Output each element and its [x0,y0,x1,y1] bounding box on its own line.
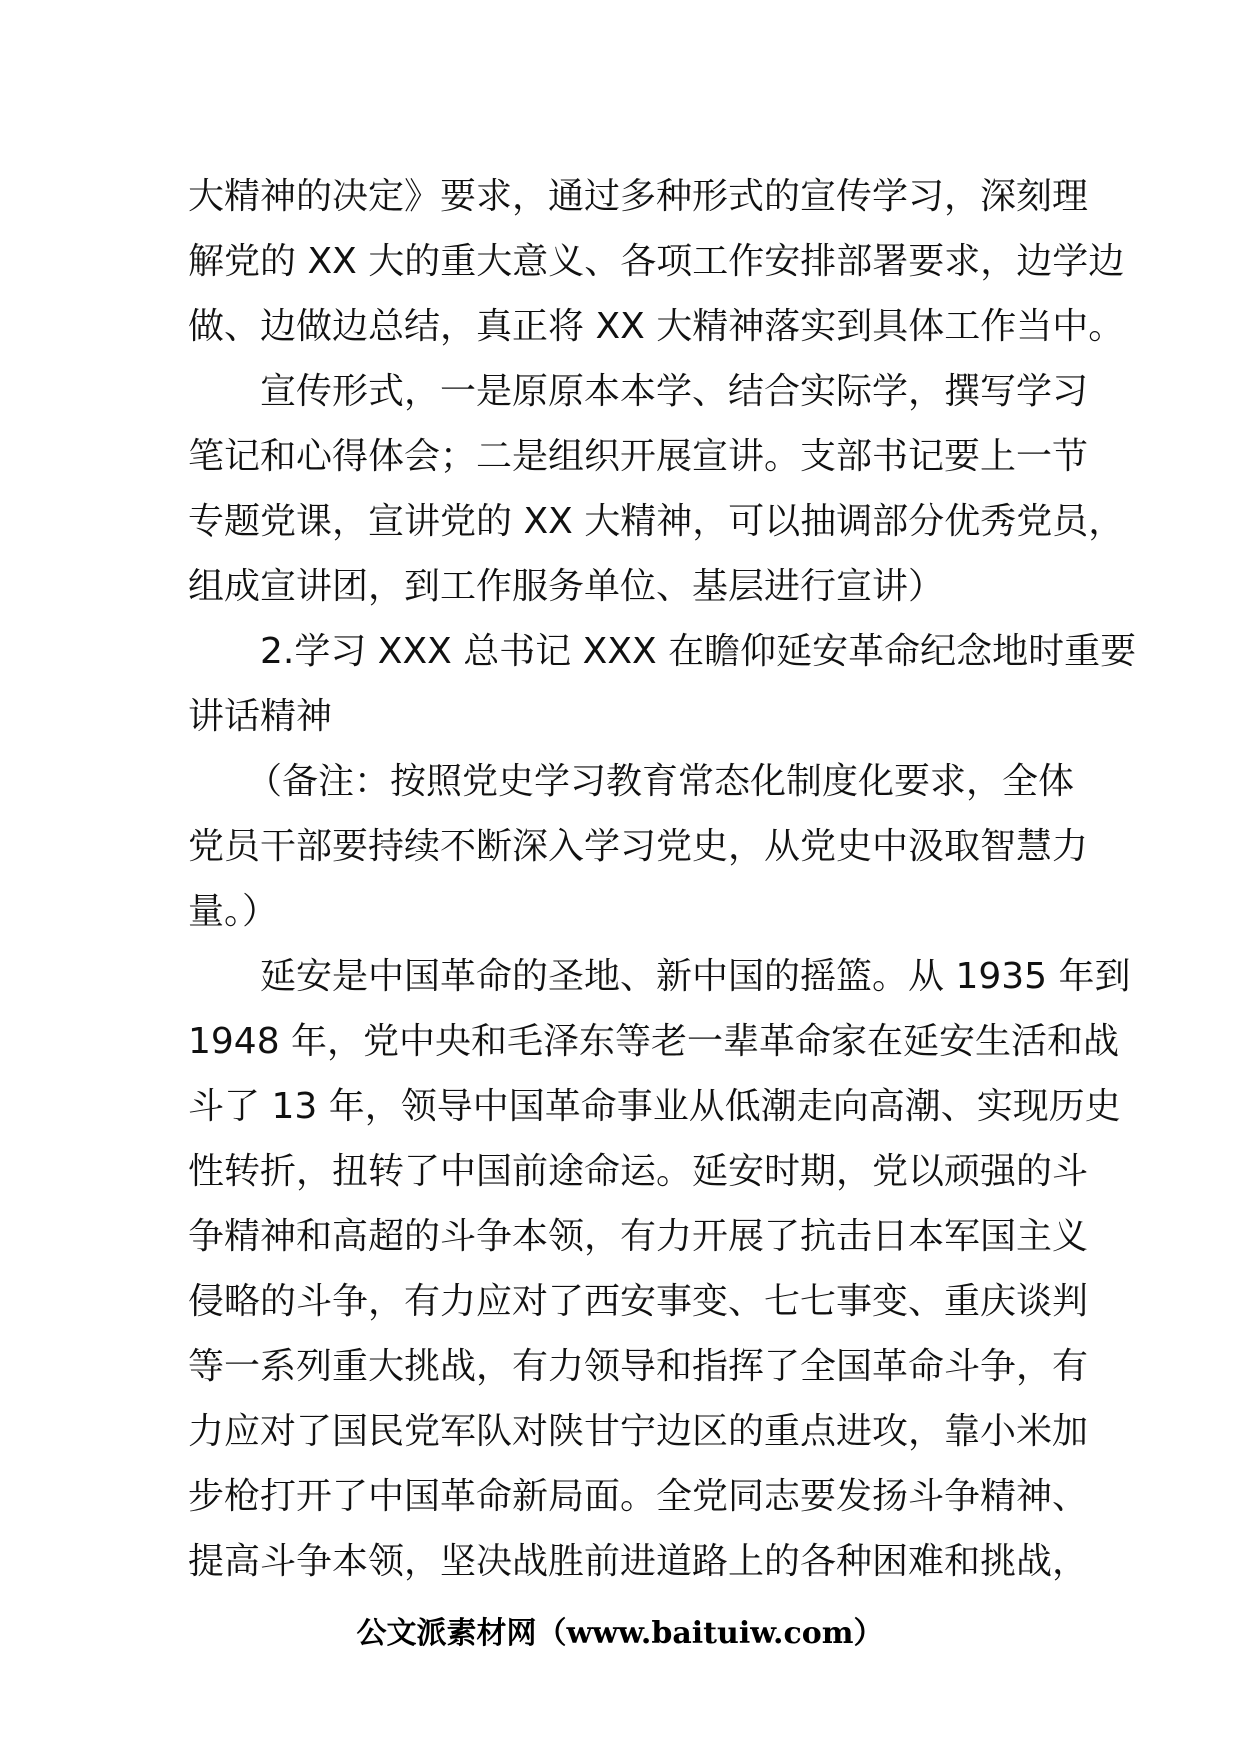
text-line: 大精神的决定》要求，通过多种形式的宣传学习，深刻理 [188,176,1089,217]
text-line: 组成宣讲团，到工作服务单位、基层进行宣讲） [188,566,945,607]
document-body [188,164,1137,1594]
text-line: 1948 年，党中央和毛泽东等老一辈革命家在延安生活和战 [188,1021,1120,1062]
text-line: 斗了 13 年，领导中国革命事业从低潮走向高潮、实现历史 [188,1086,1121,1127]
text-line: 性转折，扭转了中国前途命运。延安时期，党以顽强的斗 [188,1151,1089,1192]
footer-watermark: 公文派素材网（www.baituiw.com） [356,1616,884,1651]
note-line: 党员干部要持续不断深入学习党史，从党史中汲取智慧力 [188,826,1089,867]
text-line: 笔记和心得体会；二是组织开展宣讲。支部书记要上一节 [188,436,1089,477]
text-line: 延安是中国革命的圣地、新中国的摇篮。从 1935 年到 [260,956,1131,997]
note-line: 量。） [188,891,279,932]
text-line: 做、边做边总结，真正将 XX 大精神落实到具体工作当中。 [188,306,1125,347]
text-line: 提高斗争本领，坚决战胜前进道路上的各种困难和挑战， [188,1541,1089,1582]
section-heading: 2.学习 XXX 总书记 XXX 在瞻仰延安革命纪念地时重要 [260,631,1137,672]
text-line: 争精神和高超的斗争本领，有力开展了抗击日本军国主义 [188,1216,1089,1257]
text-line: 等一系列重大挑战，有力领导和指挥了全国革命斗争，有 [188,1346,1089,1387]
text-line: 解党的 XX 大的重大意义、各项工作安排部署要求，边学边 [188,241,1125,282]
text-line: 力应对了国民党军队对陕甘宁边区的重点进攻，靠小米加 [188,1411,1089,1452]
text-line: 宣传形式，一是原原本本学、结合实际学，撰写学习 [260,371,1089,412]
note-line: （备注：按照党史学习教育常态化制度化要求，全体 [246,761,1075,802]
text-line: 侵略的斗争，有力应对了西安事变、七七事变、重庆谈判 [188,1281,1089,1322]
text-line: 专题党课，宣讲党的 XX 大精神，可以抽调部分优秀党员， [188,501,1125,542]
section-heading-continued: 讲话精神 [188,696,333,737]
text-line: 步枪打开了中国革命新局面。全党同志要发扬斗争精神、 [188,1476,1089,1517]
